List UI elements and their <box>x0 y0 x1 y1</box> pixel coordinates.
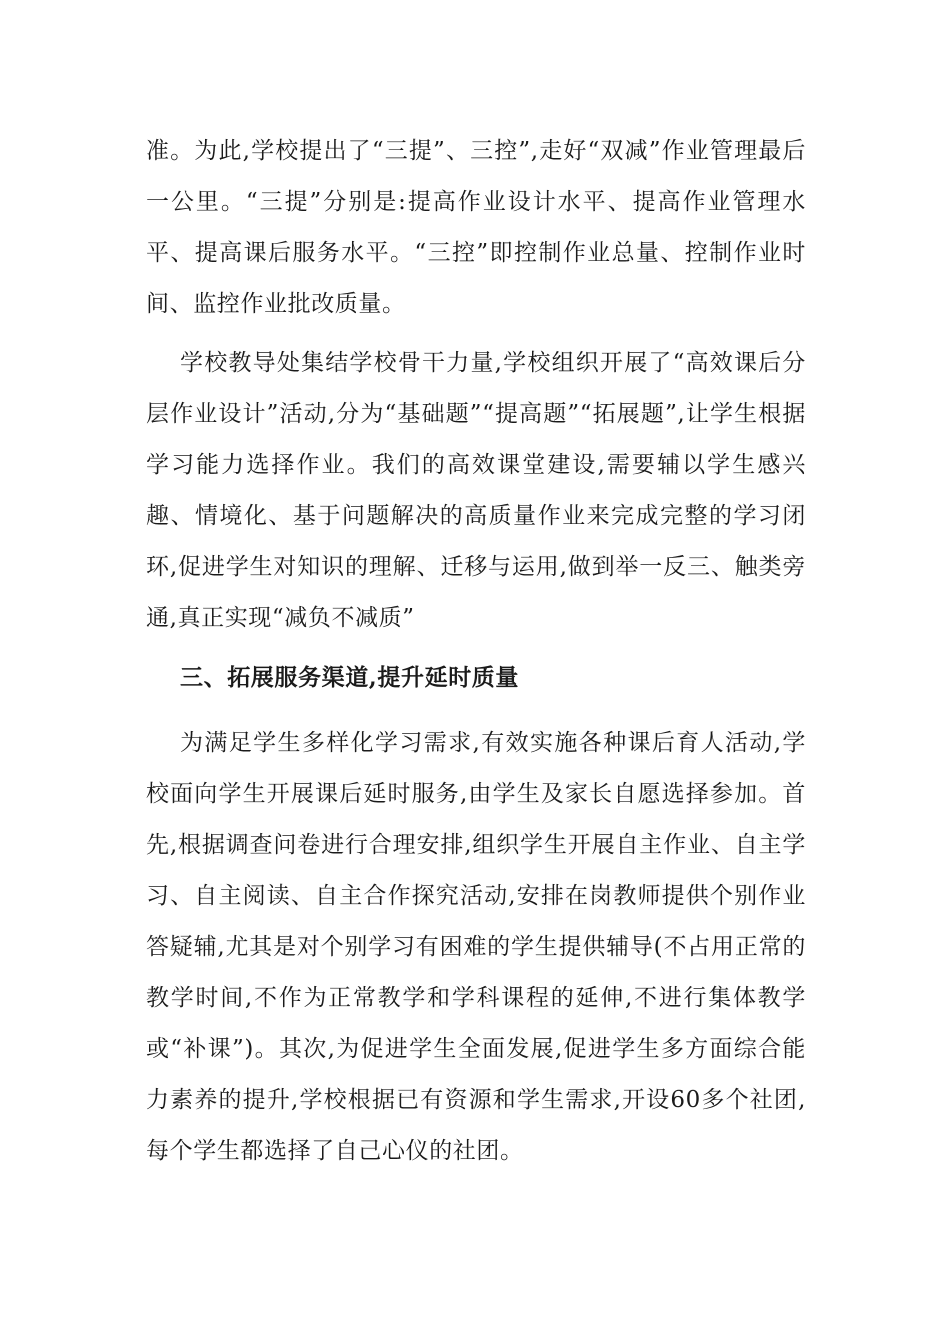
paragraph-continuation: 准。为此,学校提出了“三提”、三控”,走好“双减”作业管理最后一公里。“三提”分别是:提高作业设计水平、提高作业管理水平、提高课后服务水平。“三控”即控制作业总量、控制作业时间、监控作业批改质量。 <box>146 138 806 317</box>
paragraph-homework-design: 学校教导处集结学校骨干力量,学校组织开展了“高效课后分层作业设计”活动,分为“基础题”“提高题”“拓展题”,让学生根据学习能力选择作业。我们的高效课堂建设,需要辅以学生感兴趣、情境化、基于问题解决的高质量作业来完成完整的学习闭环,促进学生对知识的理解、迁移与运用,做到举一反三、触类旁通,真正实现“减负不减质” <box>146 350 806 631</box>
section-heading: 三、拓展服务渠道,提升延时质量 <box>180 664 520 691</box>
paragraph-after-school-service: 为满足学生多样化学习需求,有效实施各种课后育人活动,学校面向学生开展课后延时服务,由学生及家长自愿选择参加。首先,根据调查问卷进行合理安排,组织学生开展自主作业、自主学习、自主阅读、自主合作探究活动,安排在岗教师提供个别作业答疑辅,尤其是对个别学习有困难的学生提供辅导(不占用正常的教学时间,不作为正常教学和学科课程的延伸,不进行集体教学或“补课”)。其次,为促进学生全面发展,促进学生多方面综合能力素养的提升,学校根据已有资源和学生需求,开设60多个社团,每个学生都选择了自己心仪的社团。 <box>146 730 806 1164</box>
